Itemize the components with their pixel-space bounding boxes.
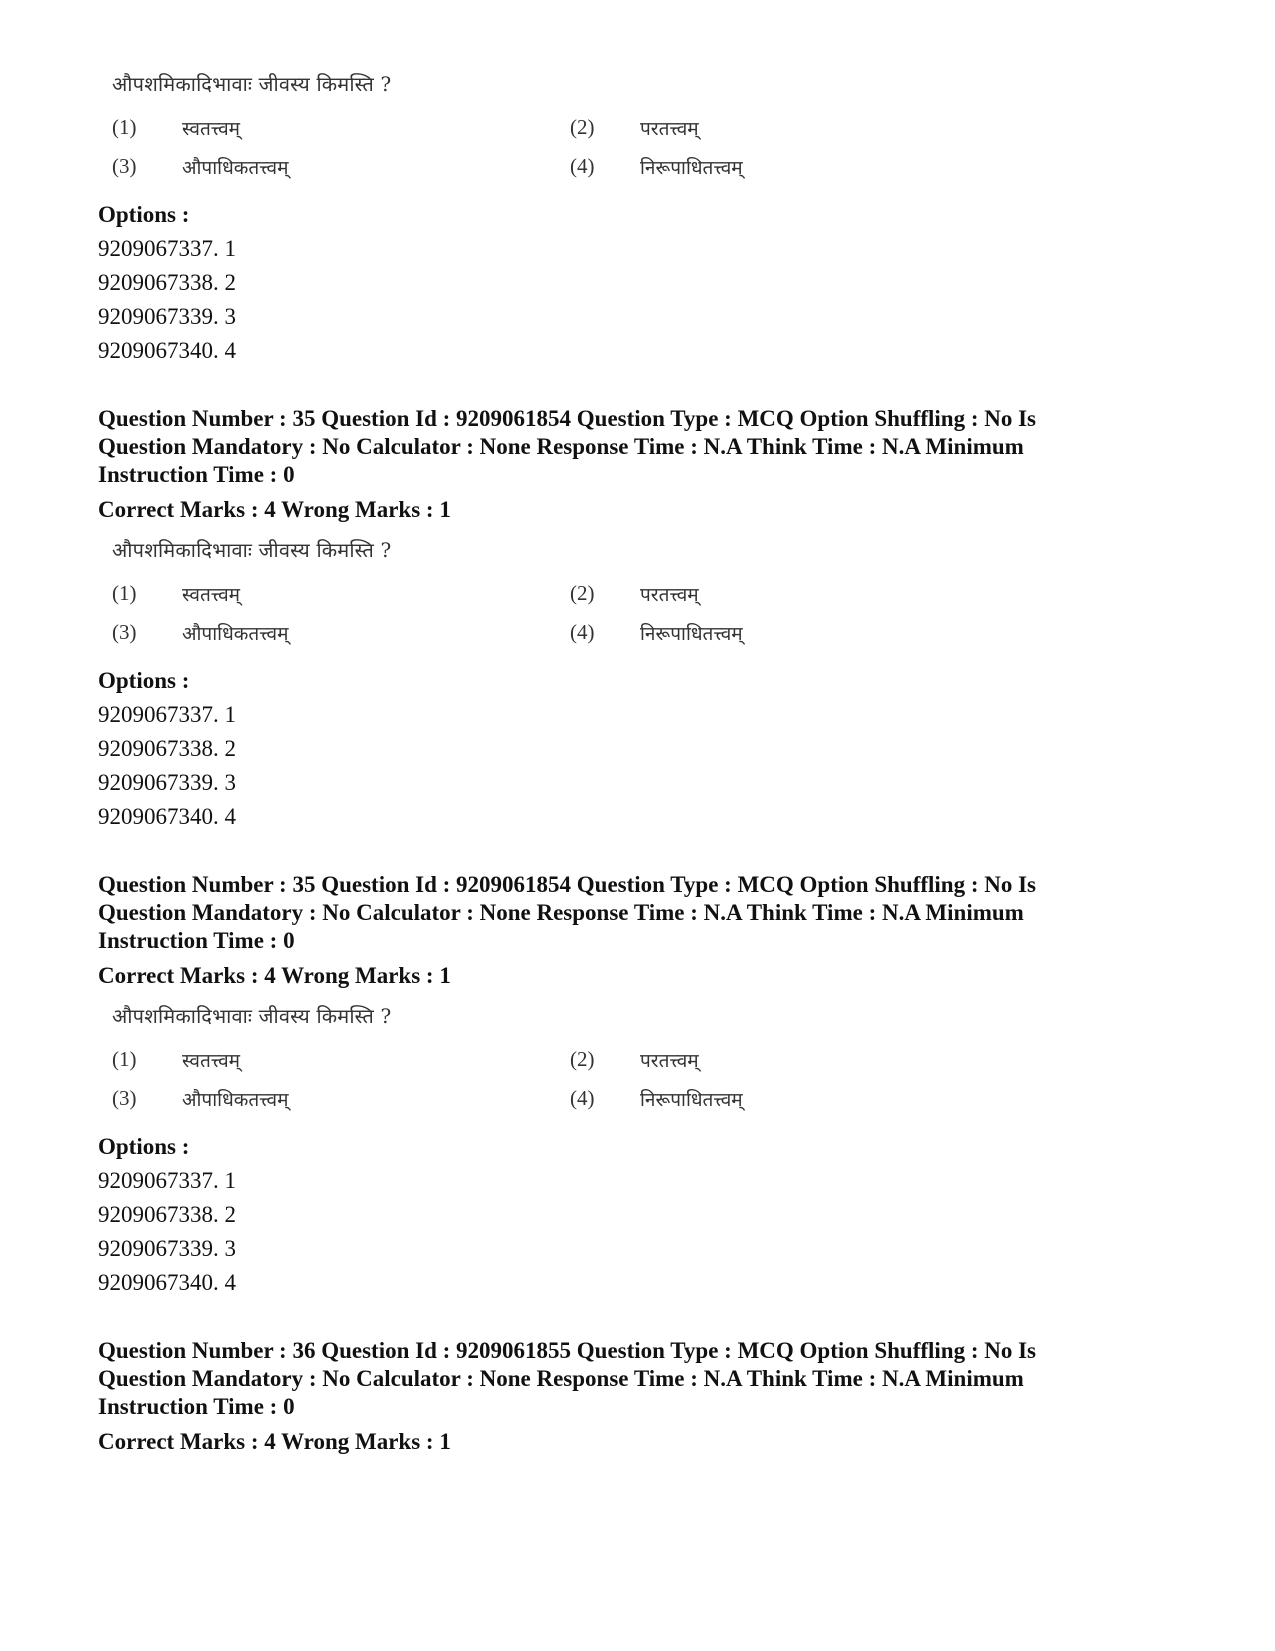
choice-text: निरूपाधितत्त्वम् <box>640 623 743 645</box>
choice-text: निरूपाधितत्त्वम् <box>640 157 743 179</box>
marks-line: Correct Marks : 4 Wrong Marks : 1 <box>98 497 451 522</box>
question-text: औपशमिकादिभावाः जीवस्य किमस्ति ? <box>112 72 392 96</box>
choice-number: (2) <box>570 1047 595 1071</box>
marks-line: Correct Marks : 4 Wrong Marks : 1 <box>98 1429 451 1454</box>
question-image <box>98 70 898 194</box>
question-header-1 <box>98 405 1118 527</box>
question-meta <box>98 405 1118 489</box>
choice-text: परतत्त्वम् <box>640 118 699 140</box>
option-id-2: 9209067338. 2 <box>98 270 236 295</box>
option-id-2: 9209067338. 2 <box>98 1202 236 1227</box>
option-id-2: 9209067338. 2 <box>98 736 236 761</box>
choice-number: (3) <box>112 620 137 644</box>
option-id-1: 9209067337. 1 <box>98 702 236 727</box>
meta-line-1: Question Number : 36 Question Id : 9209061855 Question Type : MCQ Option Shuffling : No Is <box>98 1338 1037 1363</box>
option-id-1: 9209067337. 1 <box>98 236 236 261</box>
choice-text: स्वतत्त्वम् <box>182 118 241 140</box>
option-id-4: 9209067340. 4 <box>98 338 236 363</box>
options-heading: Options : <box>98 668 190 693</box>
options-heading: Options : <box>98 1134 190 1159</box>
option-id-3: 9209067339. 3 <box>98 770 236 795</box>
choice-text: औपाधिकतत्त्वम् <box>182 623 289 645</box>
choice-number: (3) <box>112 154 137 178</box>
question-block-3 <box>98 1002 1118 1295</box>
question-meta <box>98 1337 1118 1421</box>
marks-line: Correct Marks : 4 Wrong Marks : 1 <box>98 963 451 988</box>
meta-line-3: Instruction Time : 0 <box>98 928 295 953</box>
question-block-2 <box>98 536 1118 829</box>
question-text: औपशमिकादिभावाः जीवस्य किमस्ति ? <box>112 1004 392 1028</box>
meta-line-3: Instruction Time : 0 <box>98 462 295 487</box>
choice-number: (3) <box>112 1086 137 1110</box>
options-heading: Options : <box>98 202 190 227</box>
choice-text: परतत्त्वम् <box>640 584 699 606</box>
choice-text: औपाधिकतत्त्वम् <box>182 157 289 179</box>
choice-text: औपाधिकतत्त्वम् <box>182 1089 289 1111</box>
choice-number: (1) <box>112 115 137 139</box>
option-id-3: 9209067339. 3 <box>98 1236 236 1261</box>
choice-text: परतत्त्वम् <box>640 1050 699 1072</box>
question-text: औपशमिकादिभावाः जीवस्य किमस्ति ? <box>112 538 392 562</box>
option-id-4: 9209067340. 4 <box>98 804 236 829</box>
option-id-1: 9209067337. 1 <box>98 1168 236 1193</box>
meta-line-3: Instruction Time : 0 <box>98 1394 295 1419</box>
meta-line-2: Question Mandatory : No Calculator : None Response Time : N.A Think Time : N.A Minimum <box>98 434 1024 459</box>
choice-text: निरूपाधितत्त्वम् <box>640 1089 743 1111</box>
question-meta <box>98 871 1118 955</box>
choice-number: (1) <box>112 581 137 605</box>
choice-number: (4) <box>570 154 595 178</box>
question-header-2 <box>98 871 1118 993</box>
choice-text: स्वतत्त्वम् <box>182 1050 241 1072</box>
meta-line-1: Question Number : 35 Question Id : 9209061854 Question Type : MCQ Option Shuffling : No Is <box>98 872 1037 897</box>
question-header-3 <box>98 1337 1118 1459</box>
option-id-3: 9209067339. 3 <box>98 304 236 329</box>
meta-line-2: Question Mandatory : No Calculator : None Response Time : N.A Think Time : N.A Minimum <box>98 1366 1024 1391</box>
choice-number: (4) <box>570 620 595 644</box>
meta-line-1: Question Number : 35 Question Id : 9209061854 Question Type : MCQ Option Shuffling : No Is <box>98 406 1037 431</box>
meta-line-2: Question Mandatory : No Calculator : None Response Time : N.A Think Time : N.A Minimum <box>98 900 1024 925</box>
choice-number: (4) <box>570 1086 595 1110</box>
choice-number: (2) <box>570 581 595 605</box>
question-image <box>98 1002 898 1126</box>
choice-number: (2) <box>570 115 595 139</box>
choice-number: (1) <box>112 1047 137 1071</box>
question-image <box>98 536 898 660</box>
question-block-1 <box>98 70 1118 363</box>
option-id-4: 9209067340. 4 <box>98 1270 236 1295</box>
choice-text: स्वतत्त्वम् <box>182 584 241 606</box>
